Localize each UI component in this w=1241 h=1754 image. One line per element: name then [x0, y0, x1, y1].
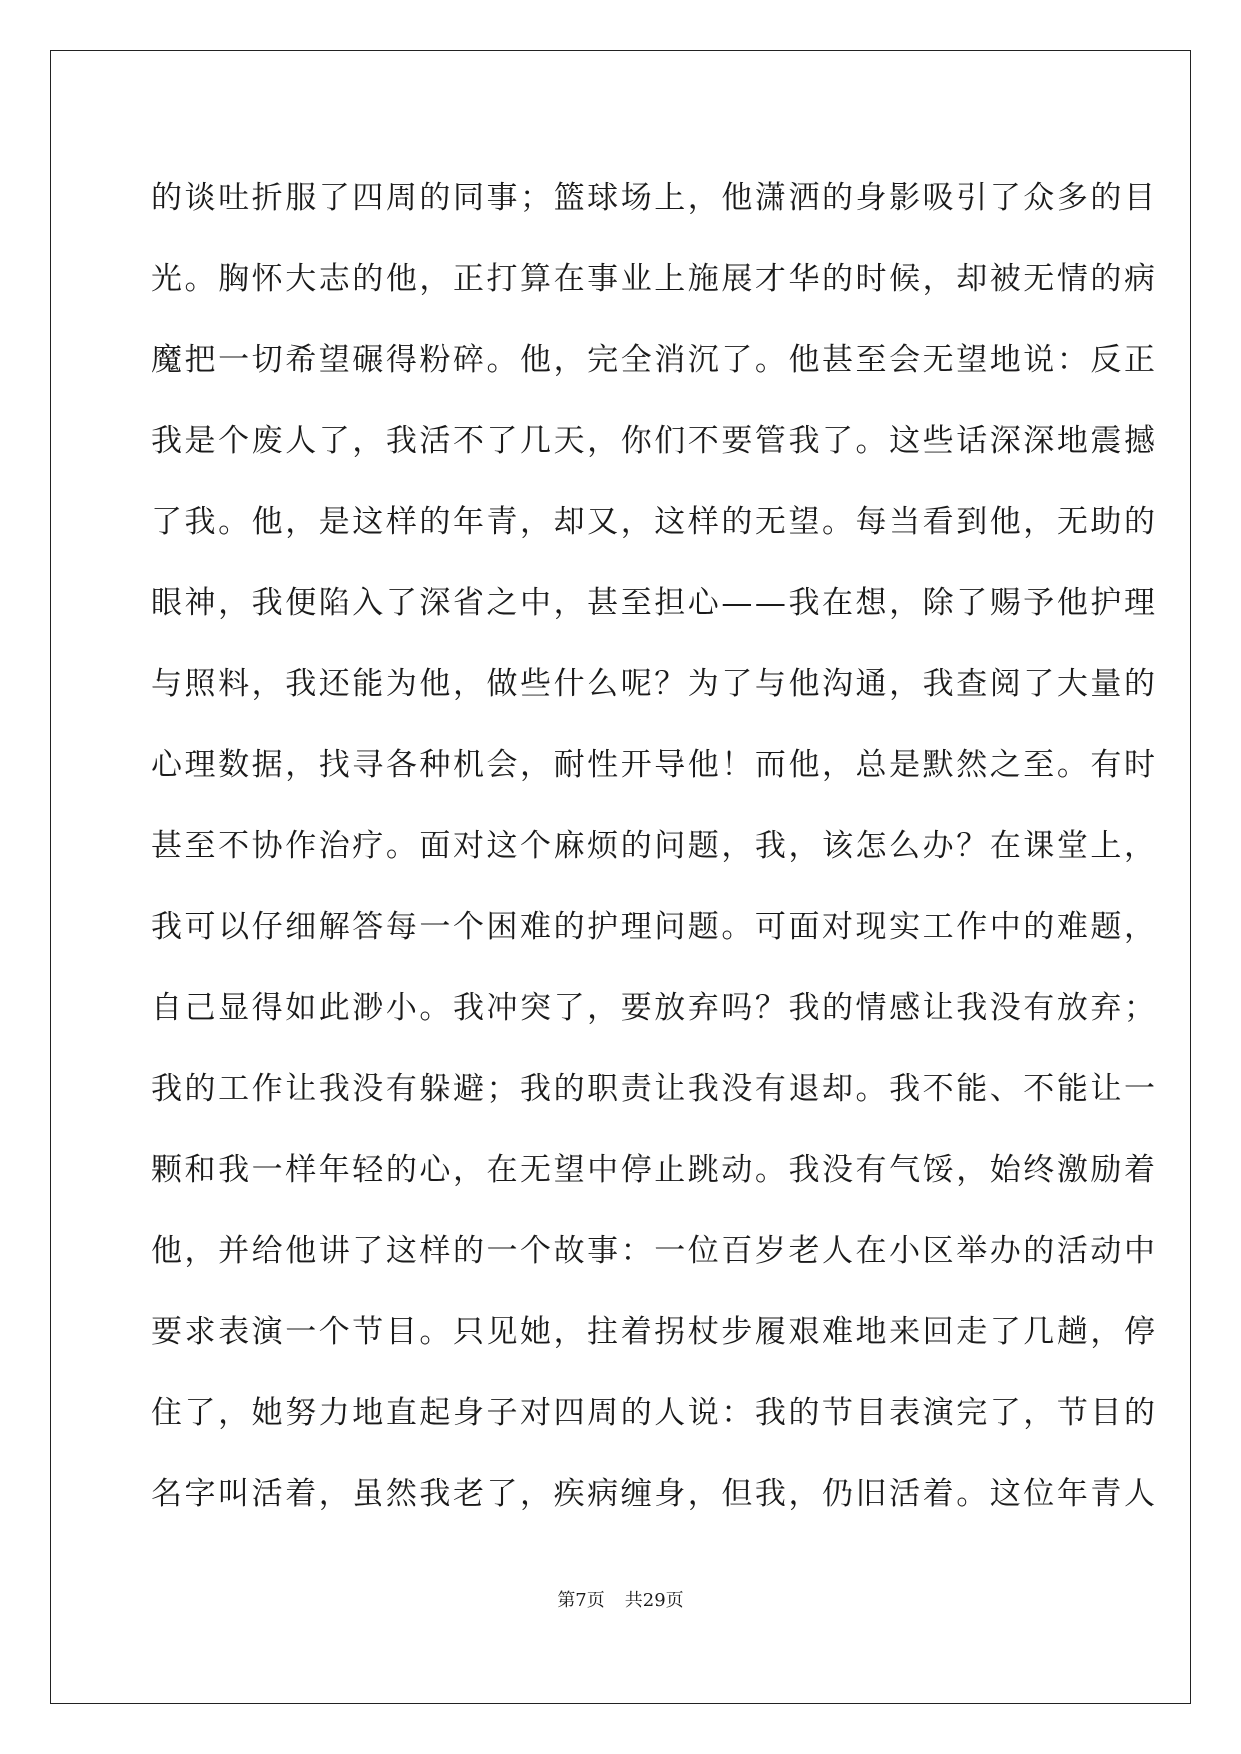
- text-line: 了我。他，是这样的年青，却又，这样的无望。每当看到他，无助的: [151, 504, 1158, 540]
- page-number: 第7页: [557, 1590, 605, 1611]
- text-line: 颗和我一样年轻的心，在无望中停止跳动。我没有气馁，始终激励着: [151, 1152, 1158, 1188]
- text-line: 他，并给他讲了这样的一个故事：一位百岁老人在小区举办的活动中: [151, 1233, 1158, 1269]
- text-line: 的谈吐折服了四周的同事；篮球场上，他潇洒的身影吸引了众多的目: [151, 180, 1158, 216]
- document-body: [151, 158, 1158, 1535]
- page-footer: [0, 1586, 1241, 1612]
- text-line: 我的工作让我没有躲避；我的职责让我没有退却。我不能、不能让一: [151, 1071, 1158, 1107]
- text-line: 名字叫活着，虽然我老了，疾病缠身，但我，仍旧活着。这位年青人: [151, 1476, 1158, 1512]
- text-line: 与照料，我还能为他，做些什么呢？为了与他沟通，我查阅了大量的: [151, 666, 1158, 702]
- text-line: 眼神，我便陷入了深省之中，甚至担心——我在想，除了赐予他护理: [151, 585, 1158, 621]
- text-line: 要求表演一个节目。只见她，拄着拐杖步履艰难地来回走了几趟，停: [151, 1314, 1158, 1350]
- text-line: 心理数据，找寻各种机会，耐性开导他！而他，总是默然之至。有时: [151, 747, 1158, 783]
- text-line: 住了，她努力地直起身子对四周的人说：我的节目表演完了，节目的: [151, 1395, 1158, 1431]
- text-line: 魔把一切希望碾得粉碎。他，完全消沉了。他甚至会无望地说：反正: [151, 342, 1158, 378]
- text-line: 我可以仔细解答每一个困难的护理问题。可面对现实工作中的难题，: [151, 909, 1158, 945]
- text-line: 光。胸怀大志的他，正打算在事业上施展才华的时候，却被无情的病: [151, 261, 1158, 297]
- text-line: 我是个废人了，我活不了几天，你们不要管我了。这些话深深地震撼: [151, 423, 1158, 459]
- text-line: 甚至不协作治疗。面对这个麻烦的问题，我，该怎么办？在课堂上，: [151, 828, 1158, 864]
- text-line: 自己显得如此渺小。我冲突了，要放弃吗？我的情感让我没有放弃；: [151, 990, 1158, 1026]
- total-pages: 共29页: [624, 1590, 684, 1611]
